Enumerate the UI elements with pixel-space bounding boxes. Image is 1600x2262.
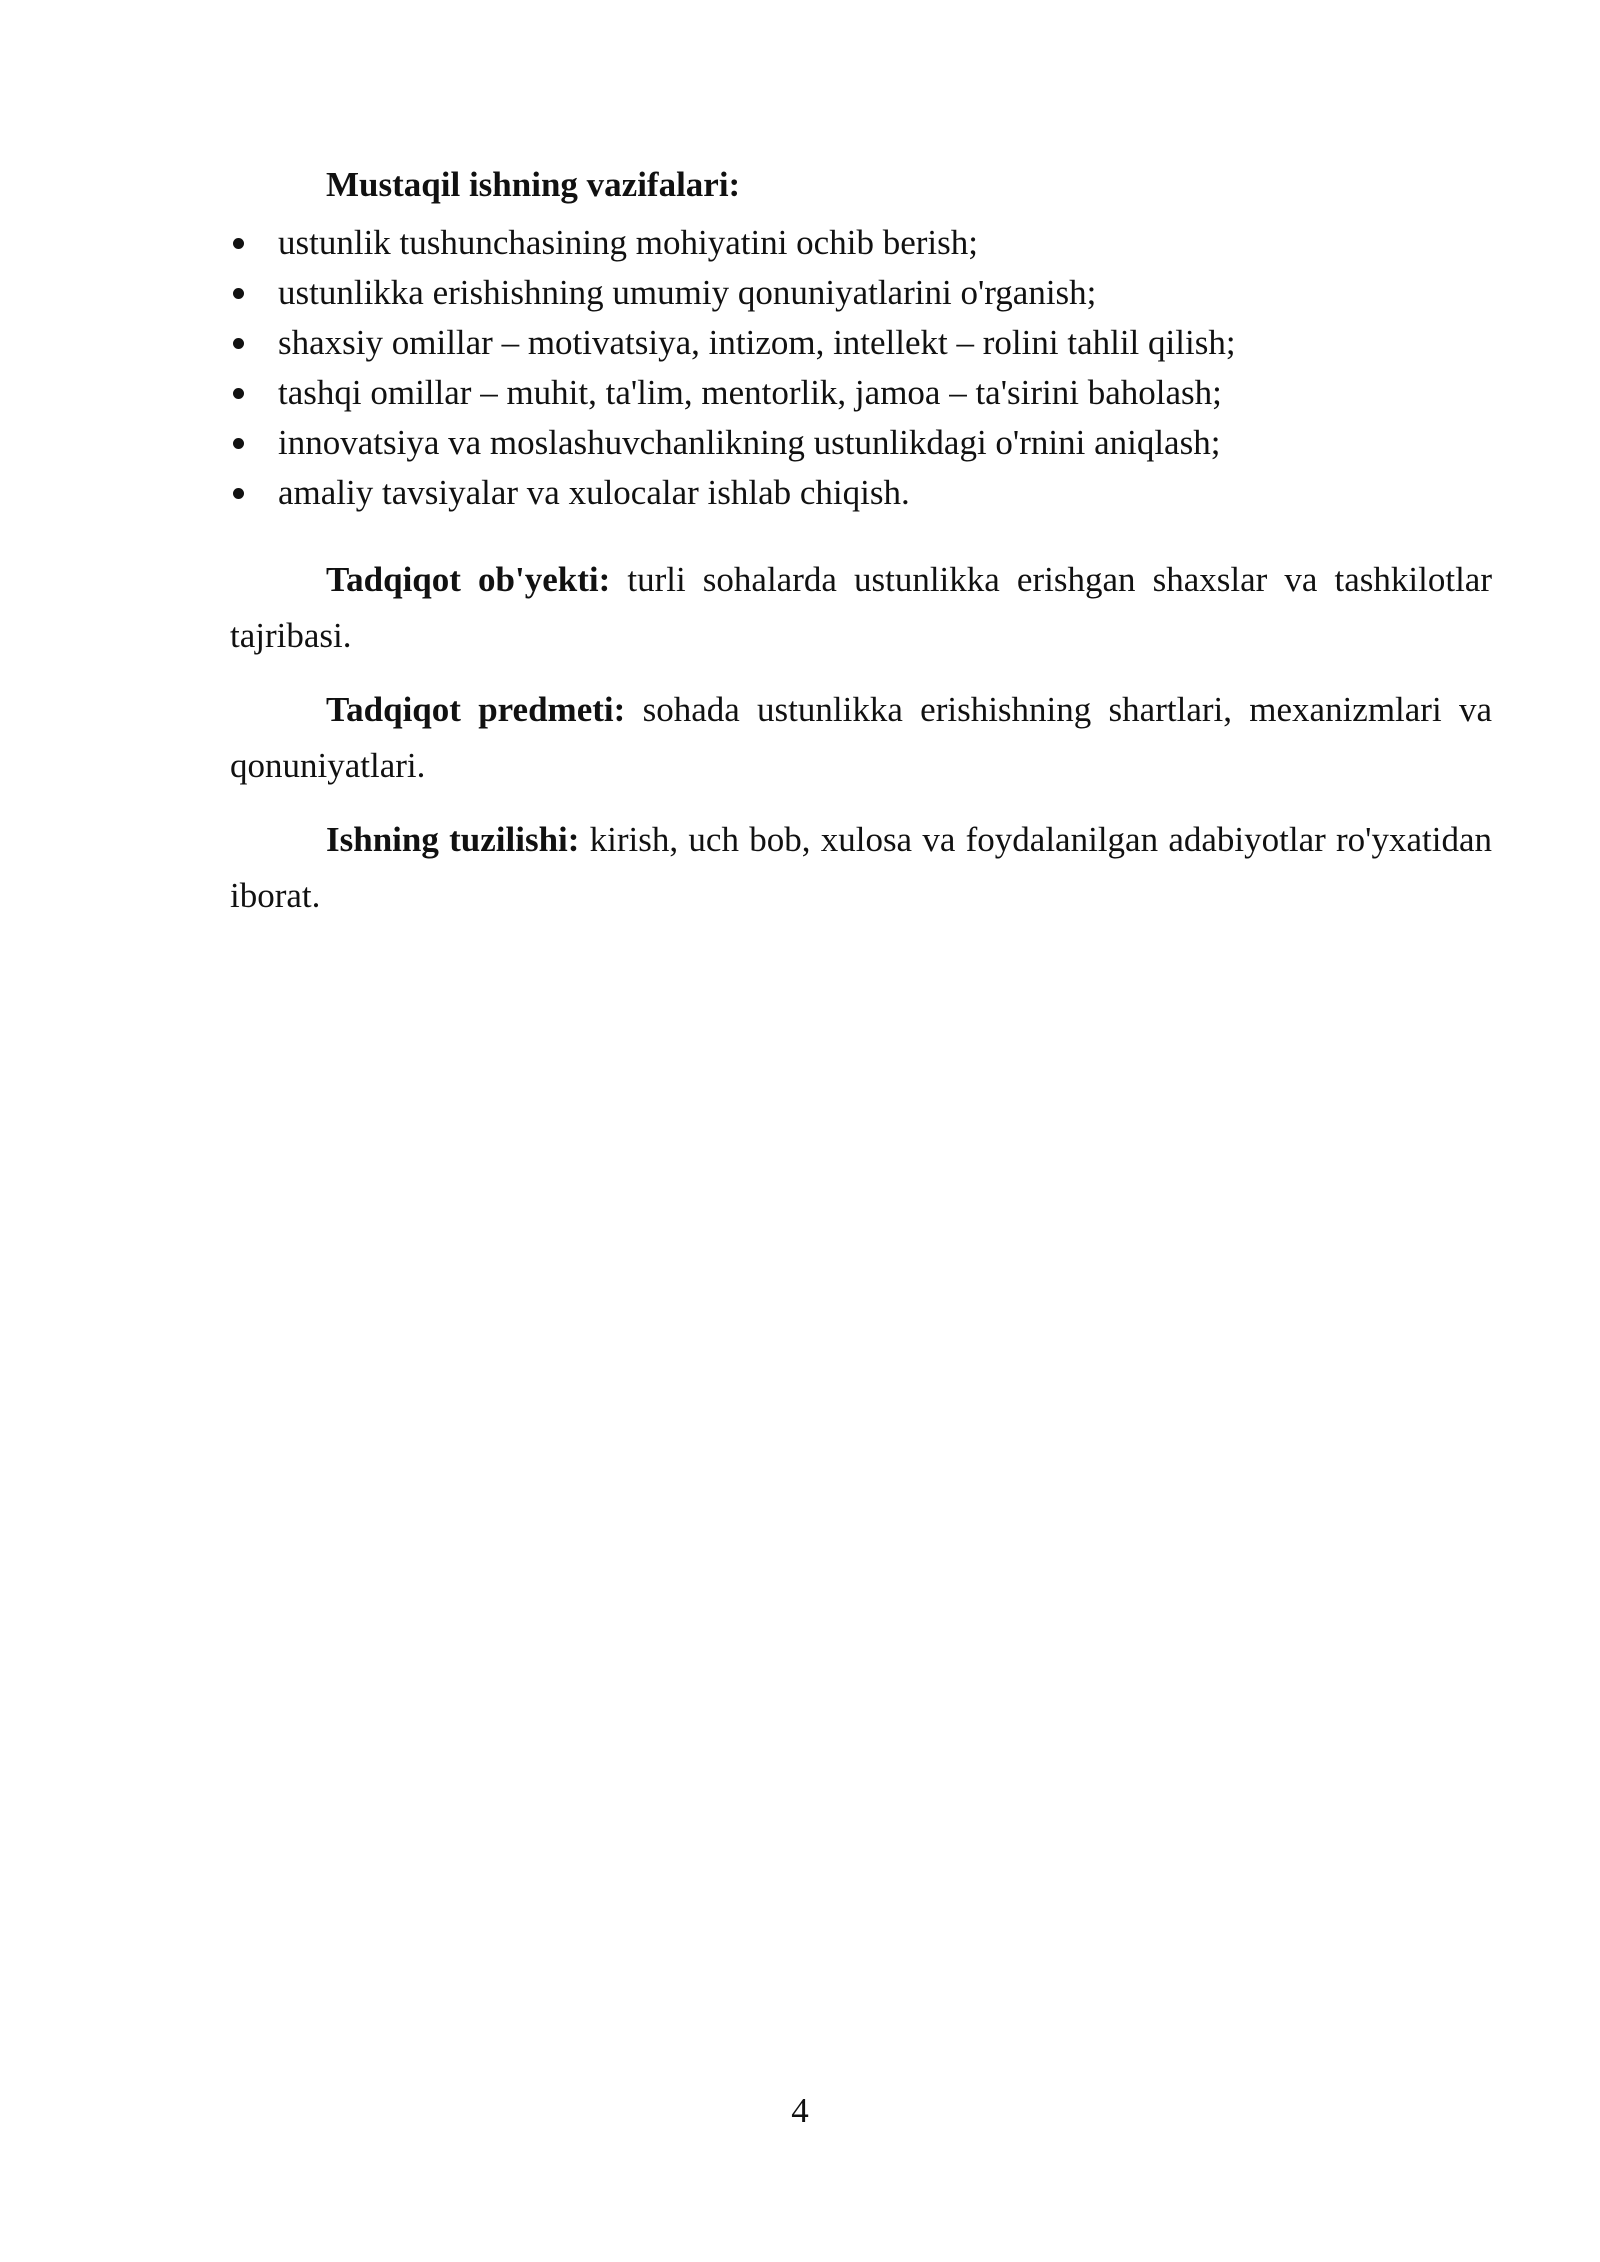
paragraph-text: turli sohalarda ustunlikka erishgan shaxslar va tashkilotlar tajribasi. xyxy=(230,560,1492,655)
list-item-text: shaxsiy omillar – motivatsiya, intizom, intellekt – rolini tahlil qilish; xyxy=(278,323,1236,362)
bullet-icon xyxy=(233,338,244,349)
list-item-text: amaliy tavsiyalar va xulocalar ishlab chiqish. xyxy=(278,473,910,512)
section-heading: Mustaqil ishning vazifalari: xyxy=(326,165,741,204)
work-structure-paragraph xyxy=(230,812,1492,924)
bullet-icon xyxy=(233,388,244,399)
list-item xyxy=(230,318,1492,368)
list-item xyxy=(230,468,1492,518)
task-list xyxy=(230,218,1492,518)
paragraph-label: Tadqiqot predmeti: xyxy=(326,690,626,729)
page-number: 4 xyxy=(791,2091,809,2130)
bullet-icon xyxy=(233,288,244,299)
page-content xyxy=(230,160,1492,924)
paragraph-label: Tadqiqot ob'yekti: xyxy=(326,560,611,599)
research-subject-paragraph xyxy=(230,682,1492,794)
paragraph-label: Ishning tuzilishi: xyxy=(326,820,580,859)
paragraph-text: kirish, uch bob, xulosa va foydalanilgan adabiyotlar ro'yxatidan iborat. xyxy=(230,820,1493,915)
list-item xyxy=(230,268,1492,318)
paragraph-text: sohada ustunlikka erishishning shartlari, mexanizmlari va qonuniyatlari. xyxy=(230,690,1493,785)
list-item xyxy=(230,218,1492,268)
research-object-paragraph xyxy=(230,552,1492,664)
bullet-icon xyxy=(233,238,244,249)
list-item xyxy=(230,418,1492,468)
list-item-text: ustunlikka erishishning umumiy qonuniyatlarini o'rganish; xyxy=(278,273,1097,312)
list-item-text: ustunlik tushunchasining mohiyatini ochib berish; xyxy=(278,223,978,262)
list-item-text: tashqi omillar – muhit, ta'lim, mentorlik, jamoa – ta'sirini baholash; xyxy=(278,373,1222,412)
list-item-text: innovatsiya va moslashuvchanlikning ustunlikdagi o'rnini aniqlash; xyxy=(278,423,1221,462)
bullet-icon xyxy=(233,488,244,499)
bullet-icon xyxy=(233,438,244,449)
list-item xyxy=(230,368,1492,418)
